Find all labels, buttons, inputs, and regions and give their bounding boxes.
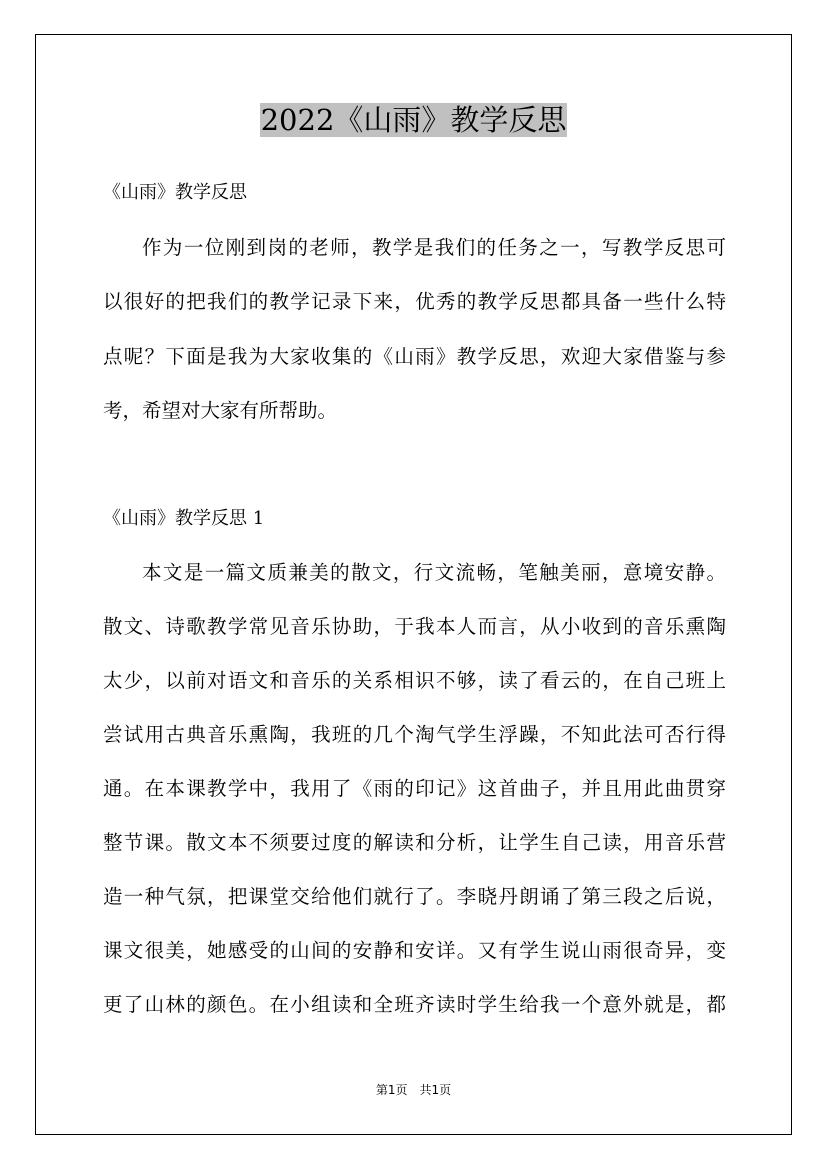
document-title-text: 2022《山雨》教学反思 (260, 103, 567, 137)
section1-line: 更了山林的颜色。在小组读和全班齐读时学生给我一个意外就是，都 (103, 993, 726, 1016)
section1-line: 本文是一篇文质兼美的散文，行文流畅，笔触美丽，意境安静。 (142, 561, 726, 584)
section1-line: 造一种气氛，把课堂交给他们就行了。李晓丹朗诵了第三段之后说， (103, 885, 726, 908)
document-title (0, 98, 827, 142)
section1-line: 课文很美，她感受的山间的安静和安详。又有学生说山雨很奇异，变 (103, 939, 726, 962)
intro-line: 以很好的把我们的教学记录下来，优秀的教学反思都具备一些什么特 (103, 290, 726, 313)
page-footer: 第1页 共1页 (375, 1083, 452, 1097)
section1-line: 太少，以前对语文和音乐的关系相识不够，读了看云的，在自己班上 (103, 669, 726, 692)
section1-heading: 《山雨》教学反思 1 (103, 508, 265, 529)
section1-line: 整节课。散文本不须要过度的解读和分析，让学生自己读，用音乐营 (103, 831, 726, 854)
section1-line: 尝试用古典音乐熏陶，我班的几个淘气学生浮躁，不知此法可否行得 (103, 723, 726, 746)
intro-line: 作为一位刚到岗的老师，教学是我们的任务之一，写教学反思可 (142, 236, 726, 259)
section1-line: 散文、诗歌教学常见音乐协助，于我本人而言，从小收到的音乐熏陶 (103, 615, 726, 638)
intro-line: 考，希望对大家有所帮助。 (103, 399, 338, 422)
section1-line: 通。在本课教学中，我用了《雨的印记》这首曲子，并且用此曲贯穿 (103, 777, 726, 800)
intro-heading: 《山雨》教学反思 (103, 182, 247, 203)
intro-line: 点呢？下面是我为大家收集的《山雨》教学反思，欢迎大家借鉴与参 (103, 345, 726, 368)
